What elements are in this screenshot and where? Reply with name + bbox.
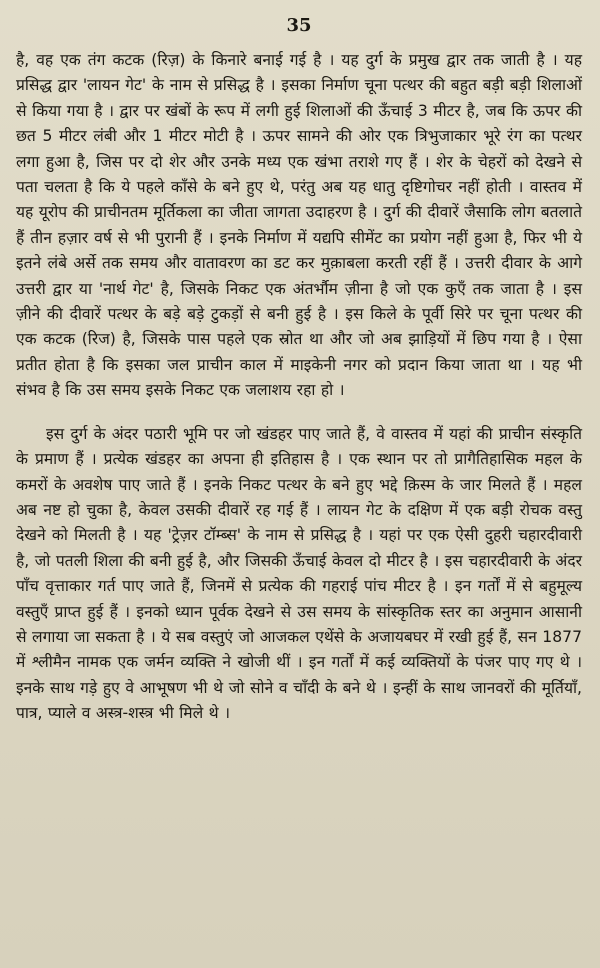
page-number: 35 <box>286 15 312 36</box>
paragraph-2: इस दुर्ग के अंदर पठारी भूमि पर जो खंडहर पाए जाते हैं, वे वास्तव में यहां की प्राचीन संस्कृति के प्रमाण हैं । प्रत्येक खंडहर का अपना ही इतिहास है । एक स्थान पर तो प्रागैतिहासिक महल के कमरों के अवशेष पाए जाते हैं । इनके निकट पत्थर के बने हुए भद्दे क़िस्म के जार मिलते हैं । महल अब नष्ट हो चुका है, केवल उसकी दीवारें रह गई हैं । लायन गेट के दक्षिण में एक बड़ी रोचक वस्तु देखने को मिलती है । यह 'ट्रेज़र टॉम्ब्स' के नाम से प्रसिद्ध है । यहां पर एक ऐसी दुहरी चहारदीवारी है, जो पतली शिला की बनी हुई है, और जिसकी ऊँचाई केवल दो मीटर है । इस चहारदीवारी के अंदर पाँच वृत्ताकार गर्त पाए जाते हैं, जिनमें से प्रत्येक की गहराई पांच मीटर है । इन गर्तों में से बहुमूल्य वस्तुएँ प्राप्त हुई हैं । इनको ध्यान पूर्वक देखने से उस समय के सांस्कृतिक स्तर का अनुमान आसानी से लगाया जा सकता है । ये सब वस्तुएं जो आजकल एथेंसे के अजायबघर में रखी हुई हैं, सन 1877 में श्लीमैन नामक एक जर्मन व्यक्ति ने खोजी थीं । इन गर्तों में कई व्यक्तियों के पंजर पाए गए थे । इनके साथ गड़े हुए वे आभूषण भी थे जो सोने व चाँदी के बने थे । इन्हीं के साथ जानवरों की मूर्तियाँ, पात्र, प्याले व अस्त्र-शस्त्र भी मिले थे । <box>16 424 582 723</box>
paragraph-1: है, वह एक तंग कटक (रिज़) के किनारे बनाई गई है । यह दुर्ग के प्रमुख द्वार तक जाती है । यह प्रसिद्ध द्वार 'लायन गेट' के नाम से प्रसिद्ध है । इसका निर्माण चूना पत्थर की बहुत बड़ी बड़ी शिलाओं से किया गया है । द्वार पर खंबों के रूप में लगी हुई शिलाओं की ऊँचाई 3 मीटर है, जब कि ऊपर की छत 5 मीटर लंबी और 1 मीटर मोटी है । ऊपर सामने की ओर एक त्रिभुजाकार भूरे रंग का पत्थर लगा हुआ है, जिस पर दो शेर और उनके मध्य एक खंभा तराशे गए हैं । शेर के चेहरों को देखने से पता चलता है कि ये पहले काँसे के बने हुए थे, परंतु अब यह धातु दृष्टिगोचर नहीं होती । वास्तव में यह यूरोप की प्राचीनतम मूर्तिकला का जीता जागता उदाहरण है । दुर्ग की दीवारें जैसाकि लोग बतलाते हैं तीन हज़ार वर्ष से भी पुरानी हैं । इनके निर्माण में यद्यपि सीमेंट का प्रयोग नहीं हुआ है, फिर भी ये इतने लंबे अर्से तक समय और वातावरण का डट कर मुक़ाबला करती रहीं हैं । उत्तरी दीवार के आगे उत्तरी द्वार या 'नार्थ गेट' है, जिसके निकट एक अंतर्भौम ज़ीना है जो एक कुएँ तक जाता है । इस ज़ीने की दीवारें पत्थर के बड़े बड़े टुकड़ों से बनी हुई है । इस किले के पूर्वी सिरे पर चूना पत्थर की एक कटक (रिज) है, जिसके पास पहले एक स्रोत था और जो अब झाड़ियों में छिप गया है । ऐसा प्रतीत होता है कि इसका जल प्राचीन काल में माइकेनी नगर को प्रदान किया जाता था । यह भी संभव है कि उस समय इसके निकट एक जलाशय रहा हो । <box>16 51 582 400</box>
